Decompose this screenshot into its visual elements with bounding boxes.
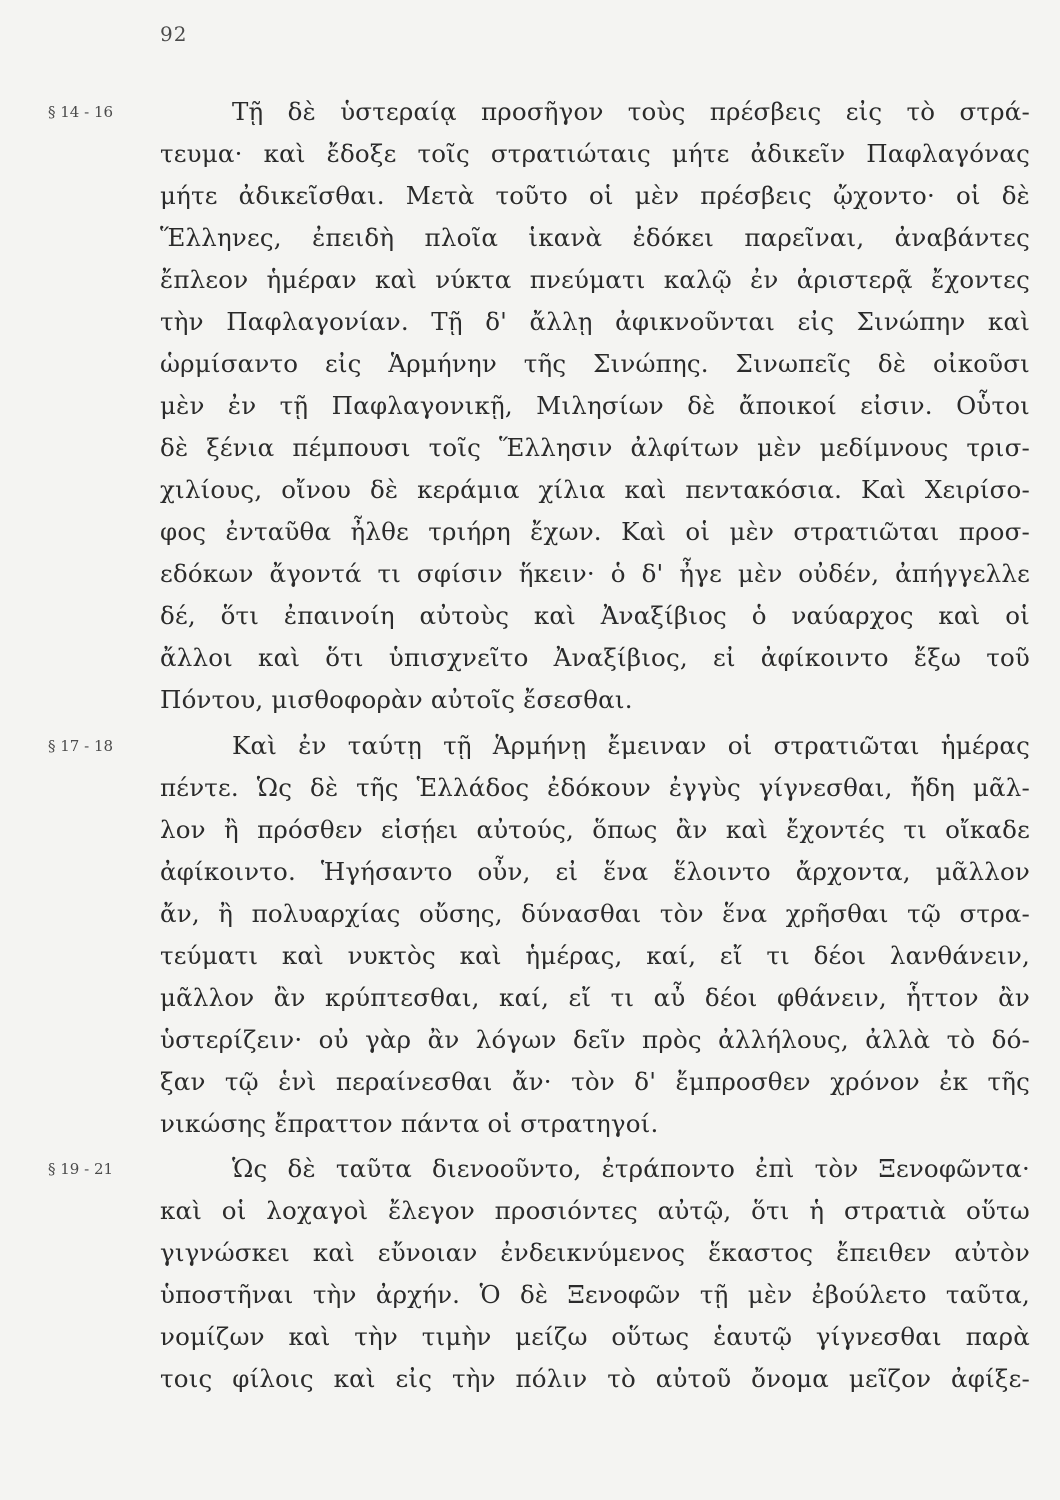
text-line: τοις φίλοις καὶ εἰς τὴν πόλιν τὸ αὐτοῦ ὄνομα μεῖζον ἀφίξε- <box>160 1364 1030 1393</box>
text-line: εδόκων ἄγοντά τι σφίσιν ἥκειν· ὁ δ' ἦγε μὲν οὐδέν, ἀπήγγελλε <box>160 559 1030 588</box>
text-line: ἄλλοι καὶ ὅτι ὑπισχνεῖτο Ἀναξίβιος, εἰ ἀφίκοιντο ἔξω τοῦ <box>160 643 1030 672</box>
section-ref-14-16: § 14 - 16 <box>48 103 114 121</box>
section-ref-19-21: § 19 - 21 <box>48 1160 114 1178</box>
page-number: 92 <box>160 22 188 46</box>
text-line: ὑποστῆναι τὴν ἀρχήν. Ὁ δὲ Ξενοφῶν τῇ μὲν ἐβούλετο ταῦτα, <box>160 1280 1030 1309</box>
text-line: φος ἐνταῦθα ἦλθε τριήρη ἔχων. Καὶ οἱ μὲν στρατιῶται προσ- <box>160 517 1030 546</box>
text-line: Ἕλληνες, ἐπειδὴ πλοῖα ἱκανὰ ἐδόκει παρεῖναι, ἀναβάντες <box>160 223 1030 252</box>
text-line: ὡρμίσαντο εἰς Ἁρμήνην τῆς Σινώπης. Σινωπεῖς δὲ οἰκοῦσι <box>160 349 1030 378</box>
text-line: τευμα· καὶ ἔδοξε τοῖς στρατιώταις μήτε ἀδικεῖν Παφλαγόνας <box>160 139 1030 168</box>
text-line: Καὶ ἐν ταύτῃ τῇ Ἁρμήνῃ ἔμειναν οἱ στρατιῶται ἡμέρας <box>232 731 1030 760</box>
text-line: ὑστερίζειν· οὐ γὰρ ἂν λόγων δεῖν πρὸς ἀλλήλους, ἀλλὰ τὸ δό- <box>160 1025 1030 1054</box>
text-line: πέντε. Ὡς δὲ τῆς Ἑλλάδος ἐδόκουν ἐγγὺς γίγνεσθαι, ἤδη μᾶλ- <box>160 773 1030 802</box>
text-line: Ὡς δὲ ταῦτα διενοοῦντο, ἐτράποντο ἐπὶ τὸν Ξενοφῶντα· <box>232 1154 1030 1183</box>
text-line: ἄν, ἢ πολυαρχίας οὔσης, δύνασθαι τὸν ἕνα χρῆσθαι τῷ στρα- <box>160 899 1030 928</box>
text-line: Τῇ δὲ ὑστεραίᾳ προσῆγον τοὺς πρέσβεις εἰς τὸ στρά- <box>232 97 1030 126</box>
text-line: μὲν ἐν τῇ Παφλαγονικῇ, Μιλησίων δὲ ἄποικοί εἰσιν. Οὗτοι <box>160 391 1030 420</box>
text-line: τὴν Παφλαγονίαν. Τῇ δ' ἄλλῃ ἀφικνοῦνται εἰς Σινώπην καὶ <box>160 307 1030 336</box>
text-line: δὲ ξένια πέμπουσι τοῖς Ἕλλησιν ἀλφίτων μὲν μεδίμνους τρισ- <box>160 433 1030 462</box>
text-line: ἔπλεον ἡμέραν καὶ νύκτα πνεύματι καλῷ ἐν ἀριστερᾷ ἔχοντες <box>160 265 1030 294</box>
text-line: νομίζων καὶ τὴν τιμὴν μείζω οὕτως ἑαυτῷ γίγνεσθαι παρὰ <box>160 1322 1030 1351</box>
text-line: χιλίους, οἴνου δὲ κεράμια χίλια καὶ πεντακόσια. Καὶ Χειρίσο- <box>160 475 1030 504</box>
text-line: τεύματι καὶ νυκτὸς καὶ ἡμέρας, καί, εἴ τι δέοι λανθάνειν, <box>160 941 1030 970</box>
text-line: ἀφίκοιντο. Ἡγήσαντο οὖν, εἰ ἕνα ἕλοιντο ἄρχοντα, μᾶλλον <box>160 857 1030 886</box>
text-line: Πόντου, μισθοφορὰν αὐτοῖς ἔσεσθαι. <box>160 685 633 714</box>
text-line: καὶ οἱ λοχαγοὶ ἔλεγον προσιόντες αὐτῷ, ὅτι ἡ στρατιὰ οὕτω <box>160 1196 1030 1225</box>
text-line: γιγνώσκει καὶ εὔνοιαν ἐνδεικνύμενος ἕκαστος ἔπειθεν αὐτὸν <box>160 1238 1030 1267</box>
text-line: μήτε ἀδικεῖσθαι. Μετὰ τοῦτο οἱ μὲν πρέσβεις ᾤχοντο· οἱ δὲ <box>160 181 1030 210</box>
text-line: λον ἢ πρόσθεν εἰσῄει αὐτούς, ὅπως ἂν καὶ ἔχοντές τι οἴκαδε <box>160 815 1030 844</box>
section-ref-17-18: § 17 - 18 <box>48 737 114 755</box>
text-line: ξαν τῷ ἑνὶ περαίνεσθαι ἄν· τὸν δ' ἔμπροσθεν χρόνον ἐκ τῆς <box>160 1067 1030 1096</box>
text-line: νικώσης ἔπραττον πάντα οἱ στρατηγοί. <box>160 1109 659 1138</box>
text-line: μᾶλλον ἂν κρύπτεσθαι, καί, εἴ τι αὖ δέοι φθάνειν, ἧττον ἂν <box>160 983 1030 1012</box>
text-line: δέ, ὅτι ἐπαινοίη αὐτοὺς καὶ Ἀναξίβιος ὁ ναύαρχος καὶ οἱ <box>160 601 1030 630</box>
